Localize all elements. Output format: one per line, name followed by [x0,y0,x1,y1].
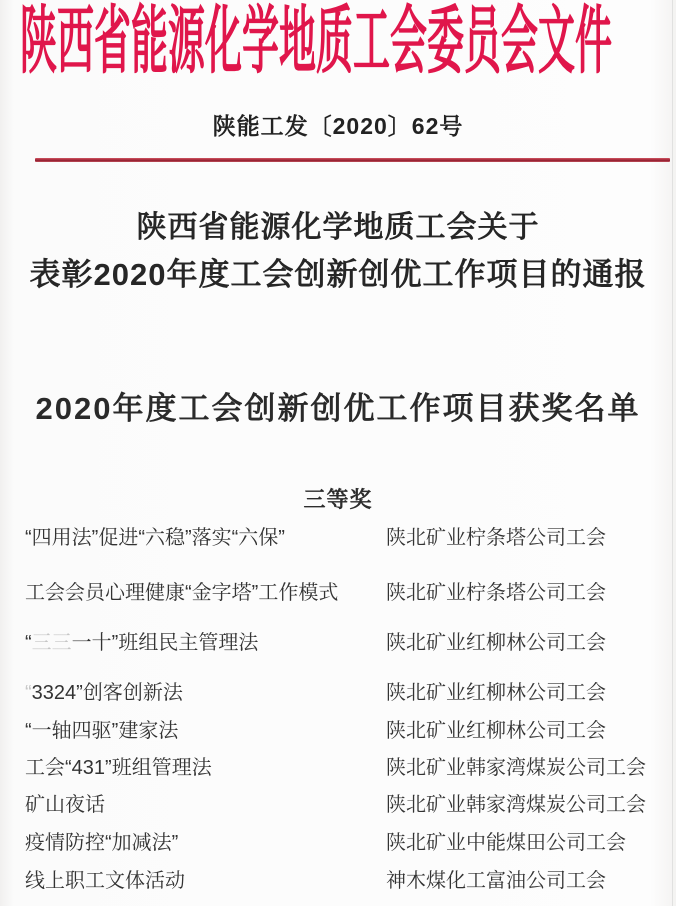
project-name [25,720,386,742]
org-name: 陕北矿业红柳林公司工会 [386,720,606,742]
project-text: “ [25,632,32,654]
doc-title [0,213,676,290]
award-list-title: 2020年度工会创新创优工作项目获奖名单 [35,391,641,426]
award-row [25,870,668,892]
project-name [25,632,386,654]
project-text: 矿山夜话 [25,794,105,816]
project-text: 一十”班组民主管理法 [71,632,259,654]
project-name [25,682,386,704]
project-name [25,832,386,854]
project-name [25,870,386,892]
project-text: 工会会员心理健康“金字塔”工作模式 [25,582,339,604]
project-name [25,757,386,779]
project-text-faded: “ [25,682,32,704]
project-text: 疫情防控“加减法” [25,832,179,854]
project-text: 3324”创客创新法 [31,682,183,704]
award-row [25,832,668,854]
org-name: 陕北矿业韩家湾煤炭公司工会 [386,794,646,816]
project-name [25,582,386,604]
org-name: 陕北矿业红柳林公司工会 [386,682,606,704]
award-row [25,527,668,549]
project-text: “四用法”促进“六稳”落实“六保” [25,527,285,549]
project-text-faded: 三三 [31,632,72,654]
red-divider-line [35,158,670,162]
project-text: 工会“431”班组管理法 [25,757,212,779]
project-name [25,794,386,816]
org-name: 神木煤化工富油公司工会 [386,870,606,892]
doc-title-line1: 陕西省能源化学地质工会关于 [136,211,540,244]
award-row [25,757,668,779]
project-text: “一轴四驱”建家法 [25,720,179,742]
award-row [25,720,668,742]
doc-number: 陕能工发〔2020〕62号 [212,113,464,139]
award-row [25,682,668,704]
doc-title-line2: 表彰2020年度工会创新创优工作项目的通报 [29,257,647,292]
award-row [25,582,668,604]
red-header-banner [0,2,676,82]
org-name: 陕北矿业柠条塔公司工会 [386,527,606,549]
org-name: 陕北矿业中能煤田公司工会 [386,832,626,854]
scan-edge-artifact [672,0,673,906]
awards-list [25,527,668,892]
prize-section-label: 三等奖 [303,487,373,512]
org-name: 陕北矿业韩家湾煤炭公司工会 [386,757,646,779]
org-name: 陕北矿业柠条塔公司工会 [386,582,606,604]
org-name: 陕北矿业红柳林公司工会 [386,632,606,654]
award-row [25,794,668,816]
project-text: 线上职工文体活动 [25,870,185,892]
header-title: 陕西省能源化学地质工会委员会文件 [20,1,612,83]
project-name [25,527,386,549]
award-row [25,632,668,654]
